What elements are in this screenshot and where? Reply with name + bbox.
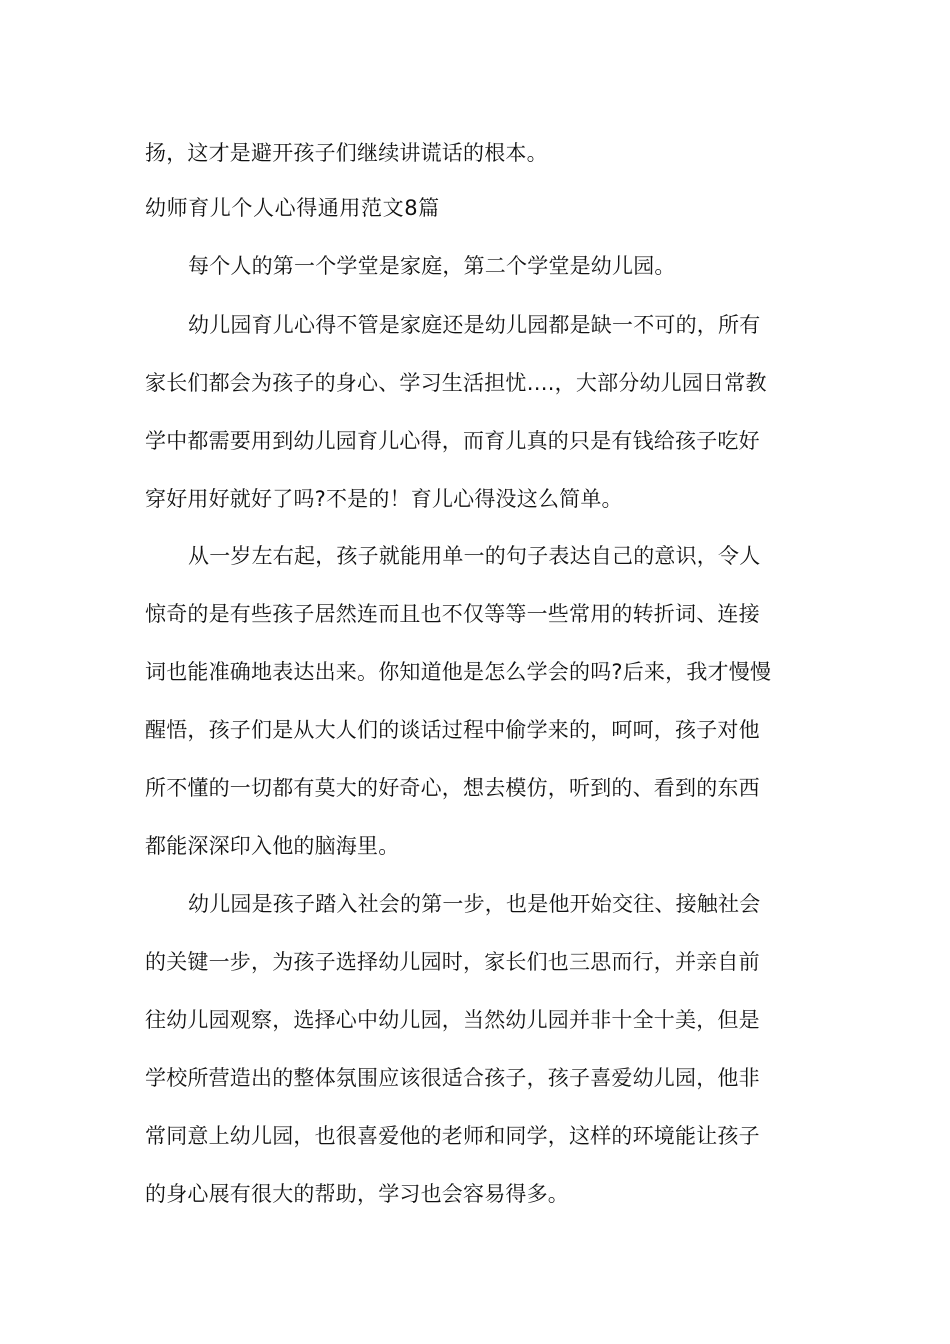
text-line: 扬，这才是避开孩子们继续讲谎话的根本。 <box>145 141 548 165</box>
paragraph-line: 从一岁左右起，孩子就能用单一的句子表达自己的意识，令人 <box>188 544 761 568</box>
paragraph-line: 的关键一步，为孩子选择幼儿园时，家长们也三思而行，并亲自前 <box>145 950 760 974</box>
paragraph-line: 所不懂的一切都有莫大的好奇心，想去模仿，听到的、看到的东西 <box>145 776 760 800</box>
document-title: 幼师育儿个人心得通用范文8篇 <box>145 196 440 220</box>
paragraph-line: 穿好用好就好了吗?不是的！育儿心得没这么简单。 <box>145 487 623 511</box>
paragraph-line: 每个人的第一个学堂是家庭，第二个学堂是幼儿园。 <box>188 254 676 278</box>
paragraph-line: 词也能准确地表达出来。你知道他是怎么学会的吗?后来，我才慢慢 <box>145 660 772 684</box>
paragraph-line: 幼儿园育儿心得不管是家庭还是幼儿园都是缺一不可的，所有 <box>188 313 761 337</box>
paragraph-line: 家长们都会为孩子的身心、学习生活担忧….，大部分幼儿园日常教 <box>145 371 767 395</box>
paragraph-line: 学中都需要用到幼儿园育儿心得，而育儿真的只是有钱给孩子吃好 <box>145 429 760 453</box>
paragraph-line: 醒悟，孩子们是从大人们的谈话过程中偷学来的，呵呵，孩子对他 <box>145 718 760 742</box>
paragraph-line: 学校所营造出的整体氛围应该很适合孩子，孩子喜爱幼儿园，他非 <box>145 1066 760 1090</box>
paragraph-line: 幼儿园是孩子踏入社会的第一步，也是他开始交往、接触社会 <box>188 892 761 916</box>
paragraph-line: 惊奇的是有些孩子居然连而且也不仅等等一些常用的转折词、连接 <box>145 602 760 626</box>
paragraph-line: 往幼儿园观察，选择心中幼儿园，当然幼儿园并非十全十美，但是 <box>145 1008 760 1032</box>
paragraph-line: 常同意上幼儿园，也很喜爱他的老师和同学，这样的环境能让孩子 <box>145 1124 760 1148</box>
paragraph-line: 都能深深印入他的脑海里。 <box>145 834 400 858</box>
paragraph-line: 的身心展有很大的帮助，学习也会容易得多。 <box>145 1182 569 1206</box>
